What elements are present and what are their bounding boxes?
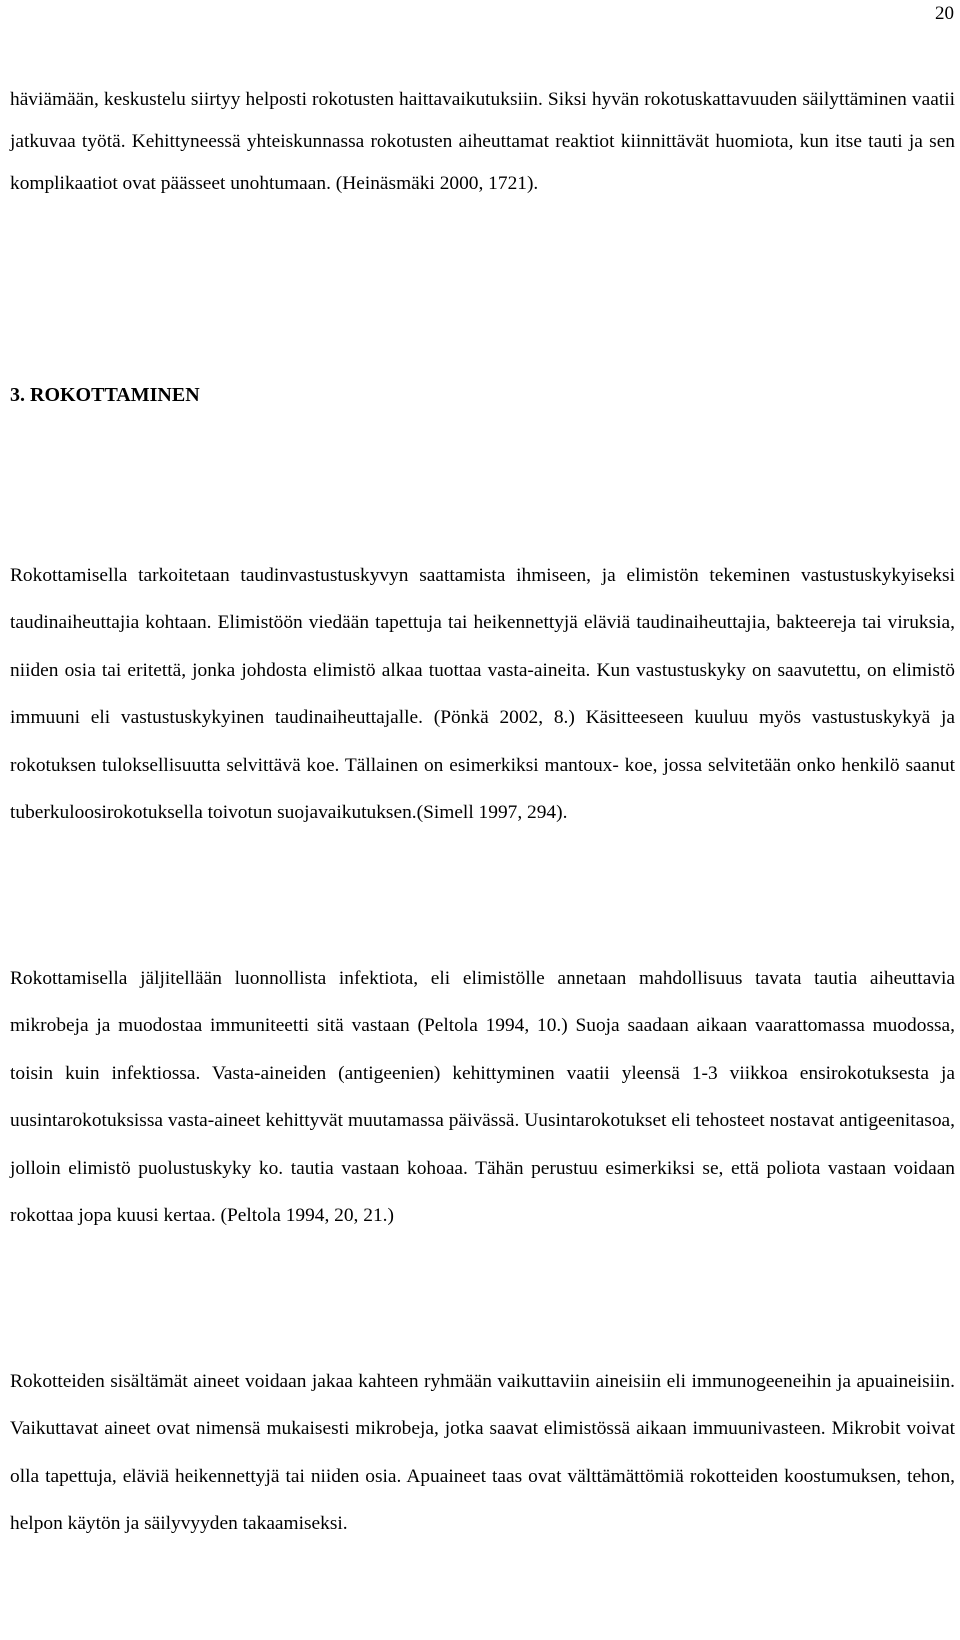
paragraph-ingredients: Rokotteiden sisältämät aineet voidaan jakaa kahteen ryhmään vaikuttaviin aineisiin eli immunogeeneihin ja apuaineisiin. Vaikuttavat aineet ovat nimensä mukaisesti mikrobeja, jotka saavat elimistössä aikaan immuunivasteen. Mikrobit voivat olla tapettuja, eläviä heikennettyjä tai niiden osia. Apuaineet taas ovat välttämättömiä rokotteiden koostumuksen, tehon, helpon käytön ja säilyvyyden takaamiseksi. xyxy=(10,1371,955,1535)
section-heading: 3. ROKOTTAMINEN xyxy=(10,384,200,406)
paragraph-immunity: Rokottamisella jäljitellään luonnollista infektiota, eli elimistölle annetaan mahdollisuus tavata tautia aiheuttavia mikrobeja ja muodostaa immuniteetti sitä vastaan (Peltola 1994, 10.) Suoja saadaan aikaan vaarattomassa muodossa, toisin kuin infektiossa. Vasta-aineiden (antigeenien) kehittyminen vaatii yleensä 1-3 viikkoa ensirokotuksesta ja uusintarokotuksissa vasta-aineet kehittyvät muutamassa päivässä. Uusintarokotukset eli tehosteet nostavat antigeenitasoa, jolloin elimistö puolustuskyky ko. tautia vastaan kohoaa. Tähän perustuu esimerkiksi se, että poliota vastaan voidaan rokottaa jopa kuusi kertaa. (Peltola 1994, 20, 21.) xyxy=(10,968,955,1227)
page-number: 20 xyxy=(935,3,954,24)
paragraph-definition: Rokottamisella tarkoitetaan taudinvastustuskyvyn saattamista ihmiseen, ja elimistön tekeminen vastustuskykyiseksi taudinaiheuttajia kohtaan. Elimistöön viedään tapettuja tai heikennettyjä eläviä taudinaiheuttajia, bakteereja tai viruksia, niiden osia tai eritettä, jonka johdosta elimistö alkaa tuottaa vasta-aineita. Kun vastustuskyky on saavutettu, on elimistö immuuni eli vastustuskykyinen taudinaiheuttajalle. (Pönkä 2002, 8.) Käsitteeseen kuuluu myös vastustuskykyä ja rokotuksen tuloksellisuutta selvittävä koe. Tällainen on esimerkiksi mantoux- koe, jossa selvitetään onko henkilö saanut tuberkuloosirokotuksella toivotun suojavaikutuksen.(Simell 1997, 294). xyxy=(10,565,955,824)
paragraph-intro: häviämään, keskustelu siirtyy helposti rokotusten haittavaikutuksiin. Siksi hyvän rokotuskattavuuden säilyttäminen vaatii jatkuvaa työtä. Kehittyneessä yhteiskunnassa rokotusten aiheuttamat reaktiot kiinnittävät huomiota, kun itse tauti ja sen komplikaatiot ovat päässeet unohtumaan. (Heinäsmäki 2000, 1721). xyxy=(10,89,955,194)
